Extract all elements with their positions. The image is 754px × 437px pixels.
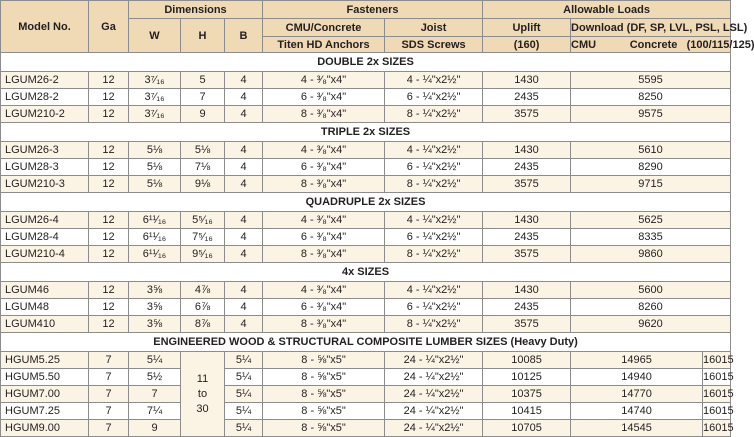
cell-concrete-load: 16015 [703, 403, 731, 420]
table-header [1, 1, 754, 53]
cell-w: 7 [129, 386, 181, 403]
cell-cmu-load: 14740 [571, 403, 703, 420]
table-row [1, 352, 731, 369]
header-cmu-concrete-sub [571, 37, 754, 53]
cell-b: 4 [225, 282, 263, 299]
cell-ga: 12 [89, 246, 129, 263]
cell-cmu-load: 14545 [571, 420, 703, 437]
cell-uplift: 3575 [483, 176, 571, 193]
cell-joist-fastener: 8 - ¼"x2½" [385, 246, 483, 263]
header-uplift-sub: (160) [483, 37, 571, 53]
cell-joist-fastener: 6 - ¼"x2½" [385, 299, 483, 316]
cell-uplift: 2435 [483, 299, 571, 316]
cell-cmu-fastener: 8 - ³⁄₈"x4" [263, 316, 385, 333]
cell-w: 3⁷⁄₁₆ [129, 72, 181, 89]
header-allowable-loads: Allowable Loads [483, 1, 731, 19]
cell-ga: 12 [89, 316, 129, 333]
cell-joist-fastener: 6 - ¼"x2½" [385, 159, 483, 176]
cell-w: 6¹¹⁄₁₆ [129, 246, 181, 263]
section-title: ENGINEERED WOOD & STRUCTURAL COMPOSITE LUMBER SIZES (Heavy Duty) [1, 333, 731, 352]
section-title: DOUBLE 2x SIZES [1, 53, 731, 72]
table-row [1, 72, 731, 89]
cell-b: 5¼ [225, 386, 263, 403]
cell-uplift: 3575 [483, 316, 571, 333]
cell-cmu-fastener: 6 - ³⁄₈"x4" [263, 299, 385, 316]
cell-model: LGUM26-4 [1, 212, 89, 229]
cell-cmu-fastener: 4 - ³⁄₈"x4" [263, 72, 385, 89]
cell-b: 4 [225, 176, 263, 193]
cell-model: LGUM26-2 [1, 72, 89, 89]
cell-joist-fastener: 24 - ¼"x2½" [385, 403, 483, 420]
section-header-row [1, 263, 731, 282]
header-model: Model No. [1, 1, 89, 53]
header-h: H [181, 19, 225, 53]
cell-ga: 12 [89, 159, 129, 176]
section-title: TRIPLE 2x SIZES [1, 123, 731, 142]
cell-model: HGUM7.00 [1, 386, 89, 403]
cell-uplift: 10085 [483, 352, 571, 369]
header-fasteners: Fasteners [263, 1, 483, 19]
cell-cmu-fastener: 8 - ⅝"x5" [263, 420, 385, 437]
cell-b: 4 [225, 72, 263, 89]
cell-h: 7⅛ [181, 159, 225, 176]
cell-ga: 12 [89, 299, 129, 316]
table-row [1, 420, 731, 437]
section-title: QUADRUPLE 2x SIZES [1, 193, 731, 212]
cell-ga: 7 [89, 403, 129, 420]
header-sds: SDS Screws [385, 37, 483, 53]
cell-download: 8260 [571, 299, 731, 316]
cell-uplift: 1430 [483, 282, 571, 299]
cell-cmu-fastener: 4 - ³⁄₈"x4" [263, 212, 385, 229]
cell-model: HGUM5.25 [1, 352, 89, 369]
cell-h: 9⁵⁄₁₆ [181, 246, 225, 263]
cell-b: 4 [225, 229, 263, 246]
table-row [1, 246, 731, 263]
cell-joist-fastener: 4 - ¼"x2½" [385, 282, 483, 299]
table-row [1, 89, 731, 106]
cell-w: 5⅛ [129, 176, 181, 193]
cell-uplift: 3575 [483, 106, 571, 123]
table-row [1, 316, 731, 333]
cell-joist-fastener: 24 - ¼"x2½" [385, 386, 483, 403]
section-header-row [1, 333, 731, 352]
header-download-sub: (100/115/125) [686, 38, 754, 51]
cell-download: 8290 [571, 159, 731, 176]
table-row [1, 106, 731, 123]
cell-w: 9 [129, 420, 181, 437]
cell-uplift: 1430 [483, 72, 571, 89]
cell-joist-fastener: 8 - ¼"x2½" [385, 106, 483, 123]
cell-cmu-fastener: 8 - ⅝"x5" [263, 386, 385, 403]
cell-download: 5595 [571, 72, 731, 89]
header-download: Download (DF, SP, LVL, PSL, LSL) [571, 19, 731, 37]
cell-uplift: 10705 [483, 420, 571, 437]
cell-h: 9⅛ [181, 176, 225, 193]
cell-cmu-fastener: 8 - ³⁄₈"x4" [263, 106, 385, 123]
cell-ga: 12 [89, 72, 129, 89]
cell-model: LGUM28-4 [1, 229, 89, 246]
cell-uplift: 10125 [483, 369, 571, 386]
cell-concrete-load: 16015 [703, 369, 731, 386]
cell-ga: 12 [89, 89, 129, 106]
table-body [1, 53, 734, 437]
cell-uplift: 10375 [483, 386, 571, 403]
cell-b: 4 [225, 316, 263, 333]
cell-h: 7 [181, 89, 225, 106]
cell-download: 9715 [571, 176, 731, 193]
cell-w: 6¹¹⁄₁₆ [129, 229, 181, 246]
header-w: W [129, 19, 181, 53]
cell-cmu-fastener: 6 - ³⁄₈"x4" [263, 159, 385, 176]
header-cmu: CMU [571, 38, 597, 51]
cell-w: 3⅝ [129, 299, 181, 316]
cell-b: 5¼ [225, 352, 263, 369]
cell-model: LGUM26-3 [1, 142, 89, 159]
section-title: 4x SIZES [1, 263, 731, 282]
cell-b: 5¼ [225, 420, 263, 437]
cell-w: 3⁷⁄₁₆ [129, 89, 181, 106]
cell-download: 8250 [571, 89, 731, 106]
cell-cmu-load: 14965 [571, 352, 703, 369]
h-merged-line: 30 [196, 402, 209, 415]
cell-download: 5610 [571, 142, 731, 159]
cell-ga: 12 [89, 176, 129, 193]
cell-ga: 12 [89, 212, 129, 229]
cell-model: LGUM410 [1, 316, 89, 333]
cell-joist-fastener: 4 - ¼"x2½" [385, 212, 483, 229]
cell-ga: 12 [89, 229, 129, 246]
header-titen: Titen HD Anchors [263, 37, 385, 53]
cell-model: HGUM7.25 [1, 403, 89, 420]
cell-model: LGUM210-4 [1, 246, 89, 263]
cell-download: 5625 [571, 212, 731, 229]
cell-joist-fastener: 4 - ¼"x2½" [385, 142, 483, 159]
cell-joist-fastener: 6 - ¼"x2½" [385, 89, 483, 106]
cell-cmu-fastener: 6 - ³⁄₈"x4" [263, 89, 385, 106]
cell-cmu-load: 14940 [571, 369, 703, 386]
cell-cmu-fastener: 8 - ⅝"x5" [263, 403, 385, 420]
cell-h: 4⅞ [181, 282, 225, 299]
cell-uplift: 2435 [483, 89, 571, 106]
cell-b: 4 [225, 299, 263, 316]
header-uplift: Uplift [483, 19, 571, 37]
cell-model: LGUM210-2 [1, 106, 89, 123]
cell-cmu-fastener: 8 - ⅝"x5" [263, 369, 385, 386]
cell-model: LGUM210-3 [1, 176, 89, 193]
cell-ga: 7 [89, 420, 129, 437]
cell-joist-fastener: 24 - ¼"x2½" [385, 352, 483, 369]
table-row [1, 176, 731, 193]
cell-h: 7⁵⁄₁₆ [181, 229, 225, 246]
section-header-row [1, 193, 731, 212]
cell-w: 5⅛ [129, 159, 181, 176]
cell-download: 9620 [571, 316, 731, 333]
cell-uplift: 2435 [483, 159, 571, 176]
cell-w: 5¼ [129, 352, 181, 369]
cell-w: 6¹¹⁄₁₆ [129, 212, 181, 229]
cell-concrete-load: 16015 [703, 352, 731, 369]
cell-ga: 12 [89, 282, 129, 299]
cell-cmu-fastener: 4 - ³⁄₈"x4" [263, 142, 385, 159]
cell-model: LGUM48 [1, 299, 89, 316]
cell-cmu-fastener: 8 - ³⁄₈"x4" [263, 176, 385, 193]
cell-concrete-load: 16015 [703, 386, 731, 403]
cell-download: 5600 [571, 282, 731, 299]
cell-model: HGUM5.50 [1, 369, 89, 386]
cell-ga: 7 [89, 386, 129, 403]
cell-h: 6⅞ [181, 299, 225, 316]
table-row [1, 212, 731, 229]
cell-uplift: 2435 [483, 229, 571, 246]
cell-w: 5½ [129, 369, 181, 386]
cell-download: 8335 [571, 229, 731, 246]
cell-joist-fastener: 8 - ¼"x2½" [385, 316, 483, 333]
cell-ga: 7 [89, 369, 129, 386]
cell-ga: 12 [89, 142, 129, 159]
cell-model: HGUM9.00 [1, 420, 89, 437]
h-merged-line: 11 [196, 372, 209, 385]
cell-h: 5⁵⁄₁₆ [181, 212, 225, 229]
header-ga: Ga [89, 1, 129, 53]
cell-download: 9575 [571, 106, 731, 123]
cell-joist-fastener: 6 - ¼"x2½" [385, 229, 483, 246]
table-row [1, 142, 731, 159]
cell-w: 7¼ [129, 403, 181, 420]
table-row [1, 369, 731, 386]
cell-model: LGUM28-2 [1, 89, 89, 106]
cell-ga: 12 [89, 106, 129, 123]
cell-cmu-fastener: 6 - ³⁄₈"x4" [263, 229, 385, 246]
cell-b: 4 [225, 106, 263, 123]
header-dimensions: Dimensions [129, 1, 263, 19]
cell-model: LGUM46 [1, 282, 89, 299]
section-header-row [1, 53, 731, 72]
cell-concrete-load: 16015 [703, 420, 731, 437]
cell-cmu-fastener: 4 - ³⁄₈"x4" [263, 282, 385, 299]
cell-h: 5 [181, 72, 225, 89]
cell-w: 3⁷⁄₁₆ [129, 106, 181, 123]
cell-model: LGUM28-3 [1, 159, 89, 176]
cell-h-merged [181, 352, 225, 437]
cell-uplift: 3575 [483, 246, 571, 263]
cell-download: 9860 [571, 246, 731, 263]
table-row [1, 403, 731, 420]
cell-b: 4 [225, 142, 263, 159]
cell-uplift: 10415 [483, 403, 571, 420]
cell-w: 5⅛ [129, 142, 181, 159]
cell-w: 3⅝ [129, 316, 181, 333]
cell-uplift: 1430 [483, 142, 571, 159]
cell-ga: 7 [89, 352, 129, 369]
h-merged-line: to [197, 387, 208, 400]
table-row [1, 159, 731, 176]
table-row [1, 229, 731, 246]
cell-h: 8⅞ [181, 316, 225, 333]
cell-b: 5¼ [225, 403, 263, 420]
cell-h: 9 [181, 106, 225, 123]
table-row [1, 386, 731, 403]
cell-h: 5⅛ [181, 142, 225, 159]
table-row [1, 299, 731, 316]
cell-joist-fastener: 24 - ¼"x2½" [385, 369, 483, 386]
header-b: B [225, 19, 263, 53]
cell-b: 4 [225, 212, 263, 229]
header-concrete: Concrete [629, 38, 678, 51]
table-row [1, 282, 731, 299]
cell-b: 4 [225, 246, 263, 263]
cell-joist-fastener: 24 - ¼"x2½" [385, 420, 483, 437]
cell-b: 4 [225, 159, 263, 176]
cell-cmu-load: 14770 [571, 386, 703, 403]
cell-b: 4 [225, 89, 263, 106]
cell-cmu-fastener: 8 - ³⁄₈"x4" [263, 246, 385, 263]
cell-joist-fastener: 4 - ¼"x2½" [385, 72, 483, 89]
cell-uplift: 1430 [483, 212, 571, 229]
cell-b: 5¼ [225, 369, 263, 386]
cell-joist-fastener: 8 - ¼"x2½" [385, 176, 483, 193]
header-joist: Joist [385, 19, 483, 37]
section-header-row [1, 123, 731, 142]
cell-w: 3⅝ [129, 282, 181, 299]
header-cmu-concrete: CMU/Concrete [263, 19, 385, 37]
cell-cmu-fastener: 8 - ⅝"x5" [263, 352, 385, 369]
